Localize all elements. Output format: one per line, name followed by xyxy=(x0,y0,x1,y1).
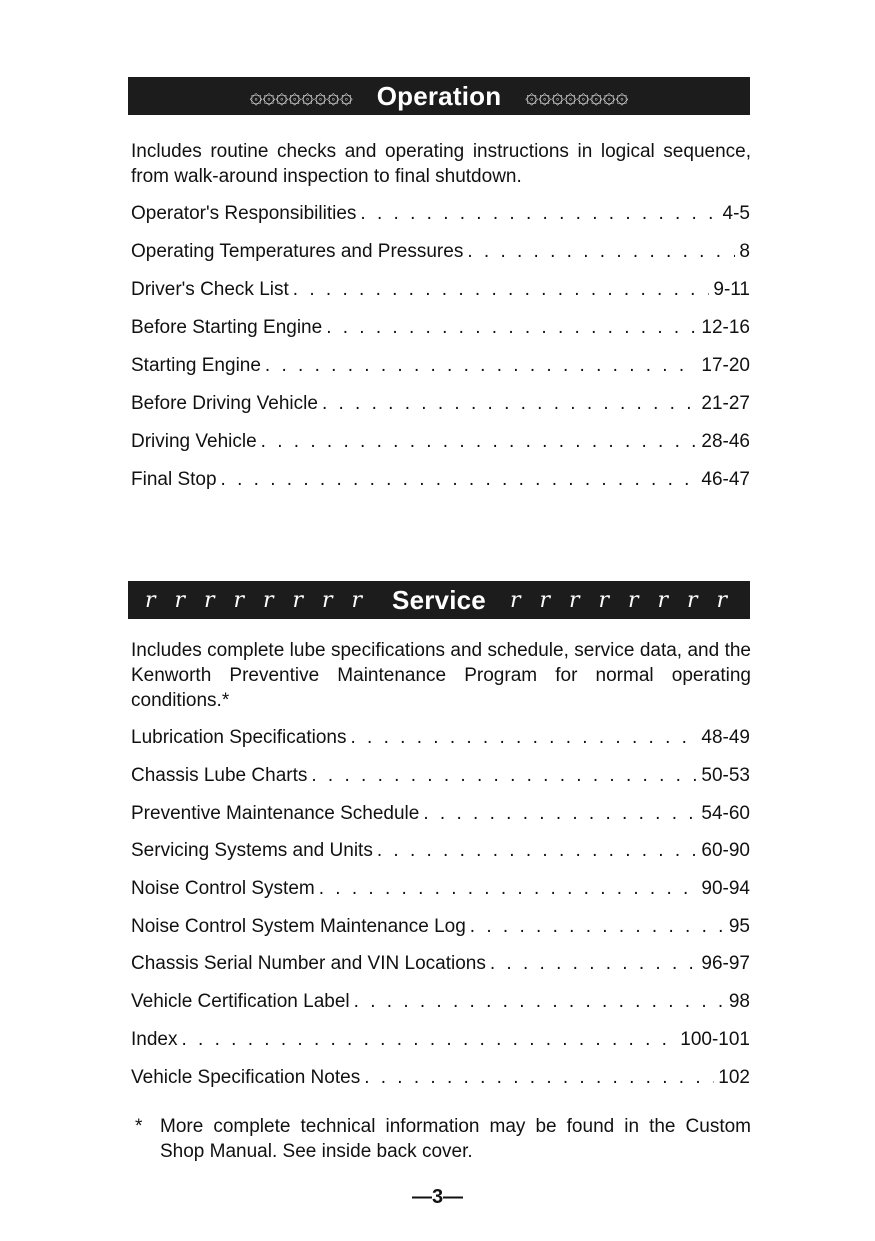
dot-leader xyxy=(261,431,698,453)
toc-entry[interactable] xyxy=(131,355,750,381)
toc-pages: 28-46 xyxy=(701,431,750,452)
gear-icons-right: ۞۞۞۞۞۞۞۞ xyxy=(525,83,629,108)
toc-pages: 95 xyxy=(728,916,750,937)
service-banner xyxy=(128,581,750,619)
toc-pages: 100-101 xyxy=(680,1029,750,1050)
toc-pages: 21-27 xyxy=(701,393,750,414)
toc-pages: 9-11 xyxy=(713,279,750,300)
toc-pages: 50-53 xyxy=(701,765,750,786)
toc-label: Operator's Responsibilities xyxy=(131,203,357,224)
toc-label: Driver's Check List xyxy=(131,279,289,300)
footnote-text: More complete technical information may be found in the Custom Shop Manual. See inside back cover. xyxy=(160,1116,751,1162)
toc-entry[interactable] xyxy=(131,1067,750,1093)
footnote-marker: * xyxy=(135,1116,143,1137)
toc-label: Lubrication Specifications xyxy=(131,727,347,748)
wrench-icons-right: 𝑟 𝑟 𝑟 𝑟 𝑟 𝑟 𝑟 𝑟 xyxy=(509,587,734,613)
toc-label: Vehicle Specification Notes xyxy=(131,1067,361,1088)
toc-label: Before Starting Engine xyxy=(131,317,323,338)
toc-pages: 90-94 xyxy=(701,878,750,899)
toc-label: Starting Engine xyxy=(131,355,261,376)
dot-leader xyxy=(181,1029,676,1051)
toc-pages: 4-5 xyxy=(722,203,750,224)
toc-entry[interactable] xyxy=(131,840,750,866)
wrench-icons-left: 𝑟 𝑟 𝑟 𝑟 𝑟 𝑟 𝑟 𝑟 xyxy=(144,587,369,613)
toc-entry[interactable] xyxy=(131,241,750,267)
service-intro: Includes complete lube specifications and schedule, service data, and the Kenworth Preventive Maintenance Program for normal operating conditions.* xyxy=(131,640,751,711)
toc-entry[interactable] xyxy=(131,431,750,457)
toc-label: Chassis Serial Number and VIN Locations xyxy=(131,953,486,974)
dot-leader xyxy=(490,953,698,975)
toc-label: Vehicle Certification Label xyxy=(131,991,350,1012)
dot-leader xyxy=(354,991,725,1013)
dot-leader xyxy=(377,840,698,862)
toc-pages: 102 xyxy=(718,1067,750,1088)
toc-entry[interactable] xyxy=(131,393,750,419)
toc-pages: 8 xyxy=(739,241,750,262)
page-number: —3— xyxy=(411,1186,464,1208)
toc-entry[interactable] xyxy=(131,203,750,229)
toc-pages: 60-90 xyxy=(701,840,750,861)
toc-entry[interactable] xyxy=(131,727,750,753)
toc-entry[interactable] xyxy=(131,279,750,305)
toc-label: Index xyxy=(131,1029,178,1050)
toc-entry[interactable] xyxy=(131,803,750,829)
dot-leader xyxy=(221,469,698,491)
toc-label: Chassis Lube Charts xyxy=(131,765,308,786)
dot-leader xyxy=(364,1067,714,1089)
toc-entry[interactable] xyxy=(131,878,750,904)
dot-leader xyxy=(350,727,697,749)
dot-leader xyxy=(467,241,735,263)
toc-pages: 98 xyxy=(728,991,750,1012)
toc-label: Final Stop xyxy=(131,469,217,490)
toc-pages: 48-49 xyxy=(701,727,750,748)
toc-pages: 96-97 xyxy=(701,953,750,974)
toc-pages: 54-60 xyxy=(701,803,750,824)
gear-icons-left: ۞۞۞۞۞۞۞۞ xyxy=(249,83,353,108)
dot-leader xyxy=(293,279,710,301)
toc-label: Noise Control System Maintenance Log xyxy=(131,916,466,937)
toc-label: Noise Control System xyxy=(131,878,315,899)
toc-entry[interactable] xyxy=(131,991,750,1017)
toc-label: Servicing Systems and Units xyxy=(131,840,373,861)
dot-leader xyxy=(423,803,697,825)
toc-entry[interactable] xyxy=(131,317,750,343)
operation-heading: Operation xyxy=(376,80,502,111)
toc-pages: 17-20 xyxy=(701,355,750,376)
toc-pages: 46-47 xyxy=(701,469,750,490)
footnote xyxy=(131,1114,751,1164)
dot-leader xyxy=(322,393,697,415)
dot-leader xyxy=(311,765,697,787)
toc-entry[interactable] xyxy=(131,916,750,942)
dot-leader xyxy=(470,916,725,938)
operation-intro: Includes routine checks and operating instructions in logical sequence, from walk-around inspection to final shutdown. xyxy=(131,141,751,187)
toc-label: Preventive Maintenance Schedule xyxy=(131,803,420,824)
toc-entry[interactable] xyxy=(131,953,750,979)
toc-pages: 12-16 xyxy=(701,317,750,338)
dot-leader xyxy=(360,203,718,225)
dot-leader xyxy=(265,355,697,377)
dot-leader xyxy=(319,878,698,900)
toc-entry[interactable] xyxy=(131,765,750,791)
toc-label: Driving Vehicle xyxy=(131,431,257,452)
toc-label: Operating Temperatures and Pressures xyxy=(131,241,464,262)
toc-entry[interactable] xyxy=(131,469,750,495)
operation-banner xyxy=(128,77,750,115)
service-heading: Service xyxy=(392,584,486,615)
toc-entry[interactable] xyxy=(131,1029,750,1055)
dot-leader xyxy=(326,317,697,339)
toc-label: Before Driving Vehicle xyxy=(131,393,318,414)
